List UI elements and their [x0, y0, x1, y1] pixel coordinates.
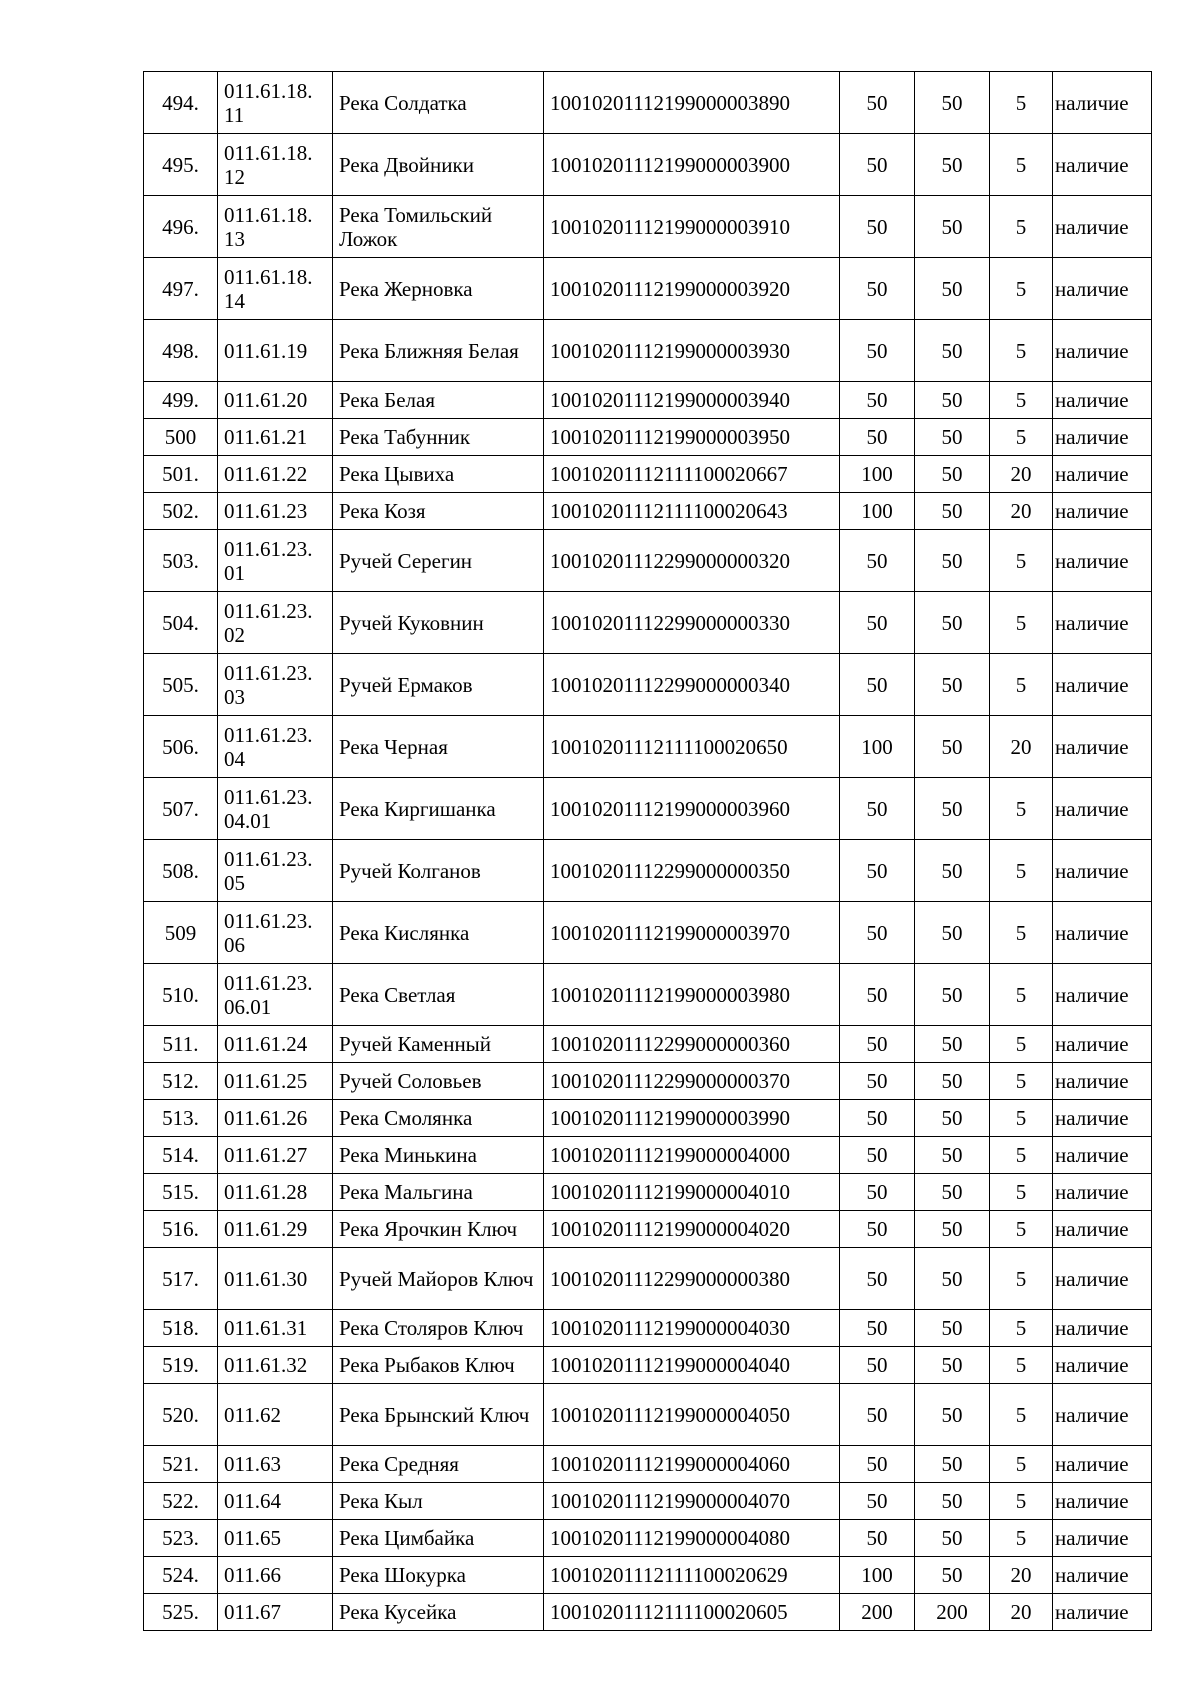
river-code-cell: 011.61.24: [218, 1026, 333, 1063]
row-number-cell: 504.: [144, 592, 218, 654]
registry-id-cell: 10010201112199000003890: [544, 72, 840, 134]
row-number-cell: 520.: [144, 1384, 218, 1446]
river-code-cell: 011.63: [218, 1446, 333, 1483]
registry-id-cell: 10010201112299000000340: [544, 654, 840, 716]
value-b-cell: 50: [915, 840, 990, 902]
row-number-cell: 505.: [144, 654, 218, 716]
value-a-cell: 200: [840, 1594, 915, 1631]
river-name-cell: Река Кислянка: [333, 902, 544, 964]
value-b-cell: 50: [915, 1483, 990, 1520]
row-number-cell: 510.: [144, 964, 218, 1026]
river-code-cell: 011.61.23. 06: [218, 902, 333, 964]
row-number-cell: 508.: [144, 840, 218, 902]
value-c-cell: 5: [990, 530, 1053, 592]
status-cell: наличие: [1053, 456, 1152, 493]
value-b-cell: 50: [915, 592, 990, 654]
value-c-cell: 5: [990, 1137, 1053, 1174]
table-row: [144, 134, 1152, 196]
value-c-cell: 5: [990, 258, 1053, 320]
row-number-cell: 519.: [144, 1347, 218, 1384]
river-code-cell: 011.61.31: [218, 1310, 333, 1347]
value-c-cell: 5: [990, 134, 1053, 196]
value-b-cell: 50: [915, 1446, 990, 1483]
value-b-cell: 50: [915, 382, 990, 419]
registry-id-cell: 10010201112199000003990: [544, 1100, 840, 1137]
river-name-cell: Река Табунник: [333, 419, 544, 456]
table-row: [144, 1310, 1152, 1347]
value-b-cell: 50: [915, 72, 990, 134]
river-code-cell: 011.62: [218, 1384, 333, 1446]
river-code-cell: 011.61.23. 01: [218, 530, 333, 592]
value-a-cell: 50: [840, 1446, 915, 1483]
status-cell: наличие: [1053, 1026, 1152, 1063]
value-b-cell: 200: [915, 1594, 990, 1631]
registry-id-cell: 10010201112299000000350: [544, 840, 840, 902]
status-cell: наличие: [1053, 419, 1152, 456]
river-name-cell: Река Средняя: [333, 1446, 544, 1483]
river-code-cell: 011.61.26: [218, 1100, 333, 1137]
registry-id-cell: 10010201112199000004010: [544, 1174, 840, 1211]
value-c-cell: 5: [990, 1347, 1053, 1384]
table-row: [144, 382, 1152, 419]
status-cell: наличие: [1053, 654, 1152, 716]
river-code-cell: 011.61.29: [218, 1211, 333, 1248]
table-row: [144, 258, 1152, 320]
value-a-cell: 100: [840, 493, 915, 530]
row-number-cell: 506.: [144, 716, 218, 778]
table-row: [144, 530, 1152, 592]
table-body: [144, 72, 1152, 1631]
row-number-cell: 512.: [144, 1063, 218, 1100]
river-code-cell: 011.61.18. 12: [218, 134, 333, 196]
table-row: [144, 1520, 1152, 1557]
value-a-cell: 50: [840, 1211, 915, 1248]
river-name-cell: Ручей Майоров Ключ: [333, 1248, 544, 1310]
value-b-cell: 50: [915, 716, 990, 778]
river-name-cell: Река Черная: [333, 716, 544, 778]
table-row: [144, 456, 1152, 493]
row-number-cell: 499.: [144, 382, 218, 419]
river-name-cell: Река Брынский Ключ: [333, 1384, 544, 1446]
value-c-cell: 5: [990, 1384, 1053, 1446]
status-cell: наличие: [1053, 1347, 1152, 1384]
table-row: [144, 1063, 1152, 1100]
status-cell: наличие: [1053, 840, 1152, 902]
value-a-cell: 100: [840, 1557, 915, 1594]
status-cell: наличие: [1053, 134, 1152, 196]
value-c-cell: 5: [990, 1310, 1053, 1347]
river-code-cell: 011.61.28: [218, 1174, 333, 1211]
value-b-cell: 50: [915, 902, 990, 964]
river-code-cell: 011.61.23: [218, 493, 333, 530]
registry-id-cell: 10010201112299000000370: [544, 1063, 840, 1100]
table-row: [144, 1100, 1152, 1137]
value-a-cell: 50: [840, 1347, 915, 1384]
value-c-cell: 5: [990, 654, 1053, 716]
river-name-cell: Река Ярочкин Ключ: [333, 1211, 544, 1248]
registry-id-cell: 10010201112199000003980: [544, 964, 840, 1026]
river-name-cell: Река Мальгина: [333, 1174, 544, 1211]
row-number-cell: 511.: [144, 1026, 218, 1063]
registry-id-cell: 10010201112199000004000: [544, 1137, 840, 1174]
row-number-cell: 497.: [144, 258, 218, 320]
value-c-cell: 20: [990, 1557, 1053, 1594]
rivers-table: [143, 71, 1152, 1631]
value-c-cell: 5: [990, 382, 1053, 419]
table-row: [144, 1384, 1152, 1446]
value-a-cell: 50: [840, 320, 915, 382]
value-a-cell: 50: [840, 1137, 915, 1174]
table-row: [144, 419, 1152, 456]
river-code-cell: 011.66: [218, 1557, 333, 1594]
river-name-cell: Река Столяров Ключ: [333, 1310, 544, 1347]
status-cell: наличие: [1053, 1100, 1152, 1137]
status-cell: наличие: [1053, 258, 1152, 320]
value-b-cell: 50: [915, 258, 990, 320]
registry-id-cell: 10010201112199000004060: [544, 1446, 840, 1483]
value-b-cell: 50: [915, 778, 990, 840]
value-a-cell: 50: [840, 196, 915, 258]
value-b-cell: 50: [915, 530, 990, 592]
row-number-cell: 524.: [144, 1557, 218, 1594]
river-code-cell: 011.61.18. 11: [218, 72, 333, 134]
value-a-cell: 50: [840, 530, 915, 592]
value-b-cell: 50: [915, 493, 990, 530]
value-c-cell: 5: [990, 1026, 1053, 1063]
value-c-cell: 5: [990, 196, 1053, 258]
registry-id-cell: 10010201112299000000330: [544, 592, 840, 654]
row-number-cell: 518.: [144, 1310, 218, 1347]
value-a-cell: 50: [840, 258, 915, 320]
status-cell: наличие: [1053, 1557, 1152, 1594]
river-name-cell: Река Кусейка: [333, 1594, 544, 1631]
value-c-cell: 5: [990, 419, 1053, 456]
table-row: [144, 493, 1152, 530]
value-a-cell: 50: [840, 1483, 915, 1520]
value-c-cell: 5: [990, 1174, 1053, 1211]
status-cell: наличие: [1053, 1211, 1152, 1248]
value-b-cell: 50: [915, 196, 990, 258]
value-c-cell: 5: [990, 1483, 1053, 1520]
value-a-cell: 50: [840, 592, 915, 654]
value-a-cell: 50: [840, 654, 915, 716]
value-b-cell: 50: [915, 1557, 990, 1594]
river-name-cell: Ручей Куковнин: [333, 592, 544, 654]
value-b-cell: 50: [915, 1137, 990, 1174]
value-c-cell: 5: [990, 320, 1053, 382]
registry-id-cell: 10010201112199000003940: [544, 382, 840, 419]
row-number-cell: 515.: [144, 1174, 218, 1211]
value-b-cell: 50: [915, 134, 990, 196]
river-code-cell: 011.61.23. 02: [218, 592, 333, 654]
row-number-cell: 523.: [144, 1520, 218, 1557]
value-a-cell: 100: [840, 716, 915, 778]
table-row: [144, 1211, 1152, 1248]
registry-id-cell: 10010201112299000000320: [544, 530, 840, 592]
value-a-cell: 50: [840, 1063, 915, 1100]
registry-id-cell: 10010201112199000004030: [544, 1310, 840, 1347]
registry-id-cell: 10010201112199000003930: [544, 320, 840, 382]
value-a-cell: 50: [840, 1174, 915, 1211]
value-b-cell: 50: [915, 1211, 990, 1248]
value-c-cell: 5: [990, 72, 1053, 134]
value-a-cell: 50: [840, 1026, 915, 1063]
value-b-cell: 50: [915, 1310, 990, 1347]
table-row: [144, 1483, 1152, 1520]
row-number-cell: 496.: [144, 196, 218, 258]
row-number-cell: 516.: [144, 1211, 218, 1248]
table-row: [144, 654, 1152, 716]
value-c-cell: 5: [990, 1063, 1053, 1100]
value-a-cell: 50: [840, 840, 915, 902]
value-c-cell: 20: [990, 456, 1053, 493]
value-b-cell: 50: [915, 1248, 990, 1310]
row-number-cell: 525.: [144, 1594, 218, 1631]
status-cell: наличие: [1053, 1248, 1152, 1310]
value-b-cell: 50: [915, 456, 990, 493]
status-cell: наличие: [1053, 592, 1152, 654]
river-code-cell: 011.61.22: [218, 456, 333, 493]
status-cell: наличие: [1053, 493, 1152, 530]
river-code-cell: 011.61.23. 06.01: [218, 964, 333, 1026]
value-b-cell: 50: [915, 654, 990, 716]
value-b-cell: 50: [915, 1347, 990, 1384]
value-a-cell: 100: [840, 456, 915, 493]
value-a-cell: 50: [840, 419, 915, 456]
river-name-cell: Река Томильский Ложок: [333, 196, 544, 258]
registry-id-cell: 10010201112199000003950: [544, 419, 840, 456]
value-c-cell: 5: [990, 902, 1053, 964]
status-cell: наличие: [1053, 530, 1152, 592]
river-name-cell: Ручей Серегин: [333, 530, 544, 592]
value-c-cell: 5: [990, 964, 1053, 1026]
table-row: [144, 1137, 1152, 1174]
status-cell: наличие: [1053, 1483, 1152, 1520]
river-name-cell: Река Жерновка: [333, 258, 544, 320]
river-code-cell: 011.61.19: [218, 320, 333, 382]
row-number-cell: 500: [144, 419, 218, 456]
table-row: [144, 592, 1152, 654]
status-cell: наличие: [1053, 382, 1152, 419]
status-cell: наличие: [1053, 1174, 1152, 1211]
registry-id-cell: 10010201112111100020643: [544, 493, 840, 530]
table-row: [144, 196, 1152, 258]
river-code-cell: 011.61.30: [218, 1248, 333, 1310]
river-name-cell: Река Кыл: [333, 1483, 544, 1520]
value-c-cell: 5: [990, 592, 1053, 654]
river-code-cell: 011.61.23. 05: [218, 840, 333, 902]
table-row: [144, 72, 1152, 134]
river-code-cell: 011.65: [218, 1520, 333, 1557]
status-cell: наличие: [1053, 320, 1152, 382]
river-name-cell: Река Ближняя Белая: [333, 320, 544, 382]
status-cell: наличие: [1053, 1594, 1152, 1631]
registry-id-cell: 10010201112199000004070: [544, 1483, 840, 1520]
value-c-cell: 5: [990, 1520, 1053, 1557]
status-cell: наличие: [1053, 1310, 1152, 1347]
registry-id-cell: 10010201112199000004080: [544, 1520, 840, 1557]
value-c-cell: 5: [990, 778, 1053, 840]
row-number-cell: 494.: [144, 72, 218, 134]
river-name-cell: Река Рыбаков Ключ: [333, 1347, 544, 1384]
row-number-cell: 495.: [144, 134, 218, 196]
registry-id-cell: 10010201112199000003920: [544, 258, 840, 320]
value-c-cell: 20: [990, 493, 1053, 530]
value-c-cell: 5: [990, 1446, 1053, 1483]
registry-id-cell: 10010201112199000004050: [544, 1384, 840, 1446]
registry-id-cell: 10010201112199000003960: [544, 778, 840, 840]
status-cell: наличие: [1053, 1137, 1152, 1174]
status-cell: наличие: [1053, 1063, 1152, 1100]
table-row: [144, 840, 1152, 902]
river-code-cell: 011.61.20: [218, 382, 333, 419]
value-a-cell: 50: [840, 1384, 915, 1446]
value-b-cell: 50: [915, 419, 990, 456]
value-a-cell: 50: [840, 964, 915, 1026]
river-name-cell: Река Белая: [333, 382, 544, 419]
row-number-cell: 509: [144, 902, 218, 964]
value-c-cell: 5: [990, 1248, 1053, 1310]
registry-id-cell: 10010201112299000000380: [544, 1248, 840, 1310]
value-b-cell: 50: [915, 1520, 990, 1557]
value-a-cell: 50: [840, 778, 915, 840]
status-cell: наличие: [1053, 1384, 1152, 1446]
row-number-cell: 502.: [144, 493, 218, 530]
value-c-cell: 5: [990, 1211, 1053, 1248]
table-row: [144, 1446, 1152, 1483]
registry-id-cell: 10010201112199000004040: [544, 1347, 840, 1384]
river-name-cell: Река Козя: [333, 493, 544, 530]
river-name-cell: Река Цывиха: [333, 456, 544, 493]
row-number-cell: 507.: [144, 778, 218, 840]
river-code-cell: 011.61.23. 04.01: [218, 778, 333, 840]
value-a-cell: 50: [840, 1248, 915, 1310]
row-number-cell: 517.: [144, 1248, 218, 1310]
river-code-cell: 011.61.27: [218, 1137, 333, 1174]
table-row: [144, 1174, 1152, 1211]
river-name-cell: Река Светлая: [333, 964, 544, 1026]
row-number-cell: 501.: [144, 456, 218, 493]
status-cell: наличие: [1053, 902, 1152, 964]
river-name-cell: Ручей Колганов: [333, 840, 544, 902]
registry-id-cell: 10010201112199000003900: [544, 134, 840, 196]
table-row: [144, 1557, 1152, 1594]
river-code-cell: 011.64: [218, 1483, 333, 1520]
river-code-cell: 011.61.18. 13: [218, 196, 333, 258]
table-row: [144, 320, 1152, 382]
river-name-cell: Ручей Ермаков: [333, 654, 544, 716]
value-a-cell: 50: [840, 902, 915, 964]
river-name-cell: Ручей Каменный: [333, 1026, 544, 1063]
row-number-cell: 514.: [144, 1137, 218, 1174]
value-b-cell: 50: [915, 964, 990, 1026]
value-c-cell: 5: [990, 840, 1053, 902]
river-code-cell: 011.61.32: [218, 1347, 333, 1384]
table-row: [144, 1347, 1152, 1384]
row-number-cell: 498.: [144, 320, 218, 382]
river-name-cell: Ручей Соловьев: [333, 1063, 544, 1100]
value-a-cell: 50: [840, 382, 915, 419]
row-number-cell: 503.: [144, 530, 218, 592]
river-code-cell: 011.67: [218, 1594, 333, 1631]
registry-id-cell: 10010201112199000003970: [544, 902, 840, 964]
value-c-cell: 5: [990, 1100, 1053, 1137]
value-a-cell: 50: [840, 1520, 915, 1557]
river-code-cell: 011.61.23. 03: [218, 654, 333, 716]
table-row: [144, 716, 1152, 778]
row-number-cell: 522.: [144, 1483, 218, 1520]
status-cell: наличие: [1053, 72, 1152, 134]
river-name-cell: Река Минькина: [333, 1137, 544, 1174]
table-row: [144, 1594, 1152, 1631]
value-b-cell: 50: [915, 1100, 990, 1137]
registry-id-cell: 10010201112111100020650: [544, 716, 840, 778]
status-cell: наличие: [1053, 1446, 1152, 1483]
registry-id-cell: 10010201112111100020667: [544, 456, 840, 493]
river-name-cell: Река Двойники: [333, 134, 544, 196]
river-name-cell: Река Цимбайка: [333, 1520, 544, 1557]
river-name-cell: Река Солдатка: [333, 72, 544, 134]
registry-id-cell: 10010201112199000003910: [544, 196, 840, 258]
table-row: [144, 964, 1152, 1026]
table-row: [144, 778, 1152, 840]
registry-id-cell: 10010201112199000004020: [544, 1211, 840, 1248]
value-a-cell: 50: [840, 1100, 915, 1137]
registry-id-cell: 10010201112299000000360: [544, 1026, 840, 1063]
river-name-cell: Река Смолянка: [333, 1100, 544, 1137]
river-code-cell: 011.61.25: [218, 1063, 333, 1100]
value-b-cell: 50: [915, 1063, 990, 1100]
river-code-cell: 011.61.23. 04: [218, 716, 333, 778]
river-code-cell: 011.61.18. 14: [218, 258, 333, 320]
status-cell: наличие: [1053, 778, 1152, 840]
status-cell: наличие: [1053, 716, 1152, 778]
value-b-cell: 50: [915, 1174, 990, 1211]
status-cell: наличие: [1053, 1520, 1152, 1557]
row-number-cell: 513.: [144, 1100, 218, 1137]
row-number-cell: 521.: [144, 1446, 218, 1483]
registry-id-cell: 10010201112111100020629: [544, 1557, 840, 1594]
river-name-cell: Река Шокурка: [333, 1557, 544, 1594]
value-c-cell: 20: [990, 1594, 1053, 1631]
table-row: [144, 1248, 1152, 1310]
registry-id-cell: 10010201112111100020605: [544, 1594, 840, 1631]
table-row: [144, 1026, 1152, 1063]
table-row: [144, 902, 1152, 964]
value-b-cell: 50: [915, 320, 990, 382]
value-c-cell: 20: [990, 716, 1053, 778]
river-code-cell: 011.61.21: [218, 419, 333, 456]
value-b-cell: 50: [915, 1026, 990, 1063]
value-a-cell: 50: [840, 134, 915, 196]
value-a-cell: 50: [840, 1310, 915, 1347]
value-b-cell: 50: [915, 1384, 990, 1446]
status-cell: наличие: [1053, 964, 1152, 1026]
value-a-cell: 50: [840, 72, 915, 134]
status-cell: наличие: [1053, 196, 1152, 258]
river-name-cell: Река Киргишанка: [333, 778, 544, 840]
